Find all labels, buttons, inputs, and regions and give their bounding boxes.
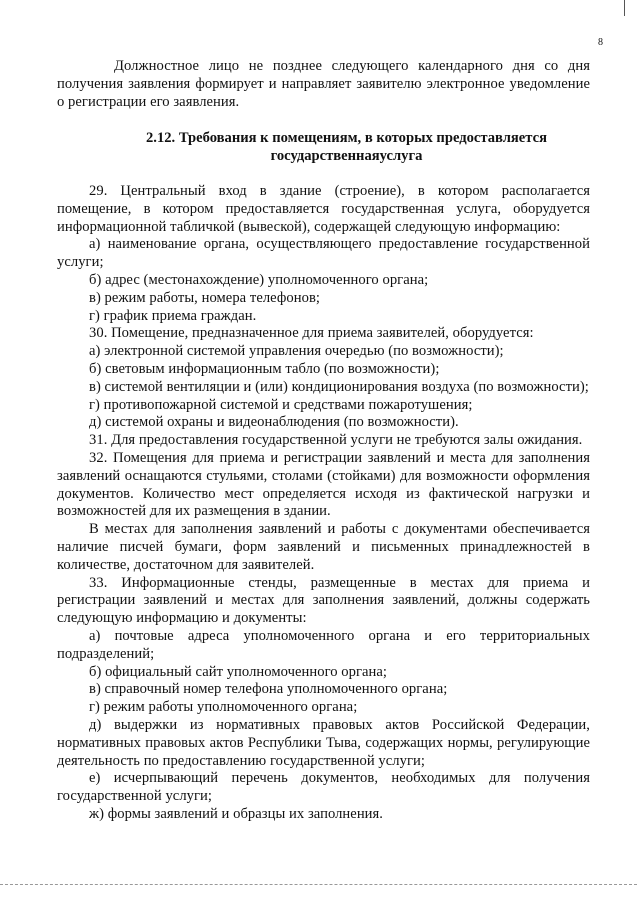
paragraph-30: 30. Помещение, предназначенное для приема заявителей, оборудуется:: [89, 325, 534, 342]
list-item: е) исчерпывающий перечень документов, необходимых для получения государственной услуги;: [57, 770, 590, 805]
list-item: б) официальный сайт уполномоченного органа;: [89, 663, 388, 680]
list-item: а) почтовые адреса уполномоченного органа и его территориальных подразделений;: [57, 627, 590, 662]
section-heading: [57, 129, 590, 165]
scan-edge-mark: [624, 0, 625, 16]
paragraph-31: 31. Для предоставления государственной услуги не требуются залы ожидания.: [89, 432, 583, 449]
list-item: г) противопожарной системой и средствами пожаротушения;: [89, 396, 473, 413]
list-item: г) график приема граждан.: [89, 307, 257, 324]
paragraph-places: В местах для заполнения заявлений и работы с документами обеспечивается наличие писчей бумаги, форм заявлений и письменных принадлежностей в количестве, достаточном для заявителей.: [57, 521, 590, 573]
list-item: б) адрес (местонахождение) уполномоченного органа;: [89, 271, 429, 288]
scan-bottom-edge: [0, 884, 637, 887]
list-item: г) режим работы уполномоченного органа;: [89, 699, 358, 716]
list-item: а) наименование органа, осуществляющего предоставление государственной услуги;: [57, 236, 590, 271]
list-item: д) выдержки из нормативных правовых актов Российской Федерации, нормативных правовых актов Республики Тыва, содержащих нормы, регулирующие деятельность по предоставлению государственной услуги;: [57, 716, 590, 769]
page-number: 8: [598, 37, 603, 48]
paragraph-32: 32. Помещения для приема и регистрации заявлений и места для заполнения заявлений оснащаются стульями, столами (стойками) для возможности оформления документов. Количество мест определяется исходя из фактической нагрузки и возможностей для их размещения в здании.: [57, 449, 590, 520]
list-item: в) системой вентиляции и (или) кондиционирования воздуха (по возможности);: [89, 378, 589, 395]
list-item: б) световым информационным табло (по возможности);: [89, 360, 440, 377]
body-block: [57, 183, 590, 824]
list-item: в) режим работы, номера телефонов;: [89, 289, 320, 306]
paragraph-29: 29. Центральный вход в здание (строение), в котором располагается помещение, в котором предоставляется государственная услуга, оборудуется информационной табличкой (вывеской), содержащей следующую информацию:: [57, 183, 590, 235]
list-item: ж) формы заявлений и образцы их заполнения.: [89, 805, 384, 822]
list-item: д) системой охраны и видеонаблюдения (по возможности).: [89, 414, 459, 431]
section-heading-line1: 2.12. Требования к помещениям, в которых предоставляется: [146, 130, 547, 146]
intro-paragraph: Должностное лицо не позднее следующего календарного дня со дня получения заявления формирует и направляет заявителю электронное уведомление о регистрации его заявления.: [57, 58, 590, 110]
list-item: а) электронной системой управления очередью (по возможности);: [89, 343, 504, 360]
section-heading-line2: государственнаяуслуга: [270, 148, 423, 164]
list-item: в) справочный номер телефона уполномоченного органа;: [89, 681, 448, 698]
intro-block: [57, 58, 590, 111]
paragraph-33: 33. Информационные стенды, размещенные в местах для приема и регистрации заявлений и местах для заполнения заявлений, должны содержать следующую информацию и документы:: [57, 574, 590, 627]
